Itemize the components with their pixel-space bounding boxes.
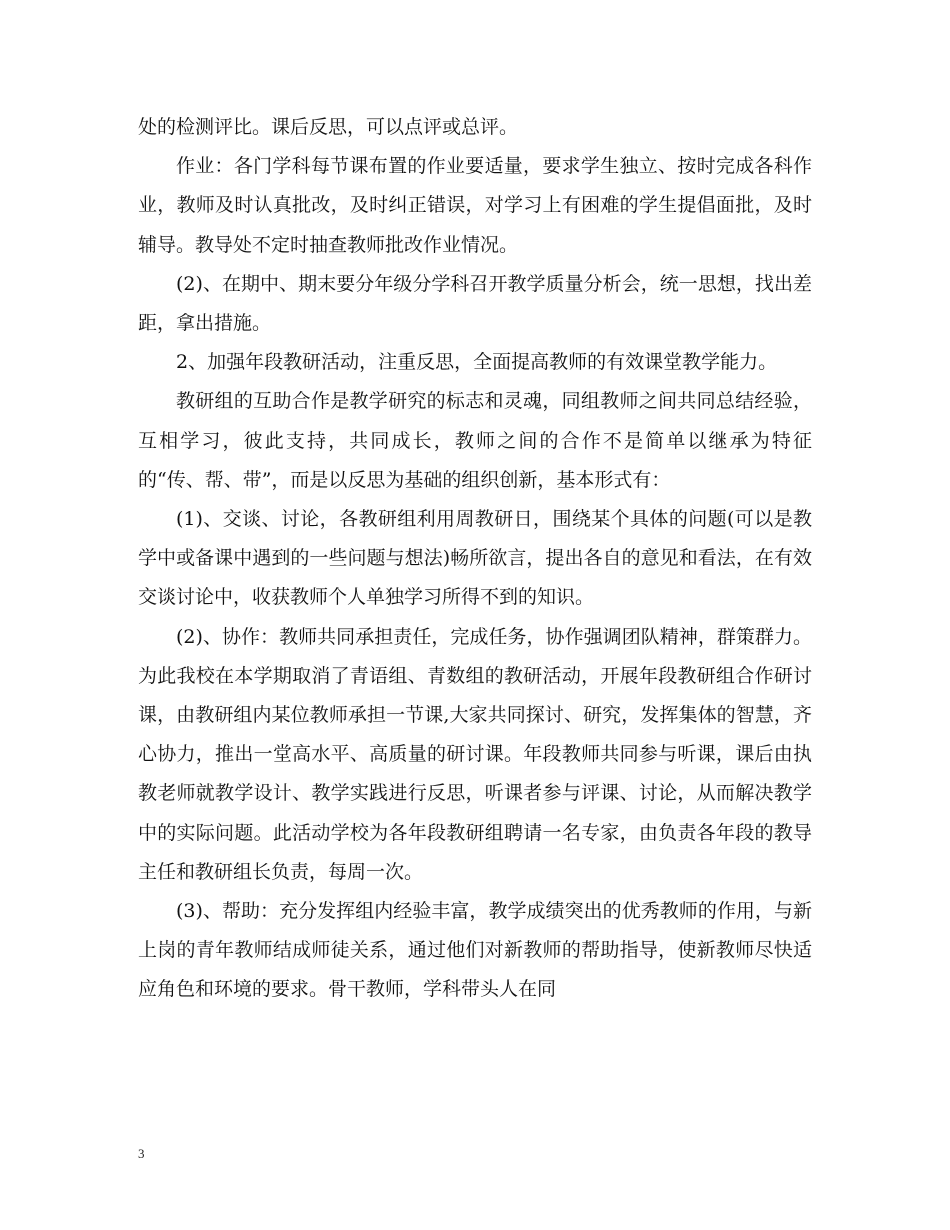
paragraph: 2、加强年段教研活动，注重反思，全面提高教师的有效课堂教学能力。 xyxy=(176,351,778,374)
paragraph: 教研组的互助合作是教学研究的标志和灵魂，同组教师之间共同总结经验，互相学习，彼此支持，共同成长，教师之间的合作不是简单以继承为特征的“传、帮、带”，而是以反思为基础的组织创新，基本形式有： xyxy=(138,390,812,491)
paragraph: (1)、交谈、讨论，各教研组利用周教研日，围绕某个具体的问题(可以是教学中或备课中遇到的一些问题与想法)畅所欲言，提出各自的意见和看法，在有效交谈讨论中，收获教师个人单独学习所得不到的知识。 xyxy=(138,508,812,609)
paragraph: (3)、帮助：充分发挥组内经验丰富，教学成绩突出的优秀教师的作用，与新上岗的青年教师结成师徒关系，通过他们对新教师的帮助指导，使新教师尽快适应角色和环境的要求。骨干教师，学科带头人在同 xyxy=(138,900,812,1001)
paragraph: (2)、协作：教师共同承担责任，完成任务，协作强调团队精神，群策群力。为此我校在本学期取消了青语组、青数组的教研活动，开展年段教研组合作研讨课，由教研组内某位教师承担一节课,大家共同探讨、研究，发挥集体的智慧，齐心协力，推出一堂高水平、高质量的研讨课。年段教师共同参与听课，课后由执教老师就教学设计、教学实践进行反思，听课者参与评课、讨论，从而解决教学中的实际问题。此活动学校为各年段教研组聘请一名专家，由负责各年段的教导主任和教研组长负责，每周一次。 xyxy=(138,625,812,883)
paragraph: 作业：各门学科每节课布置的作业要适量，要求学生独立、按时完成各科作业，教师及时认真批改，及时纠正错误，对学习上有困难的学生提倡面批，及时辅导。教导处不定时抽查教师批改作业情况。 xyxy=(138,155,812,256)
document-body xyxy=(138,108,812,1010)
paragraph: (2)、在期中、期末要分年级分学科召开教学质量分析会，统一思想，找出差距，拿出措施。 xyxy=(138,272,812,335)
page-number: 3 xyxy=(138,1146,145,1161)
paragraph: 处的检测评比。课后反思，可以点评或总评。 xyxy=(138,116,519,138)
